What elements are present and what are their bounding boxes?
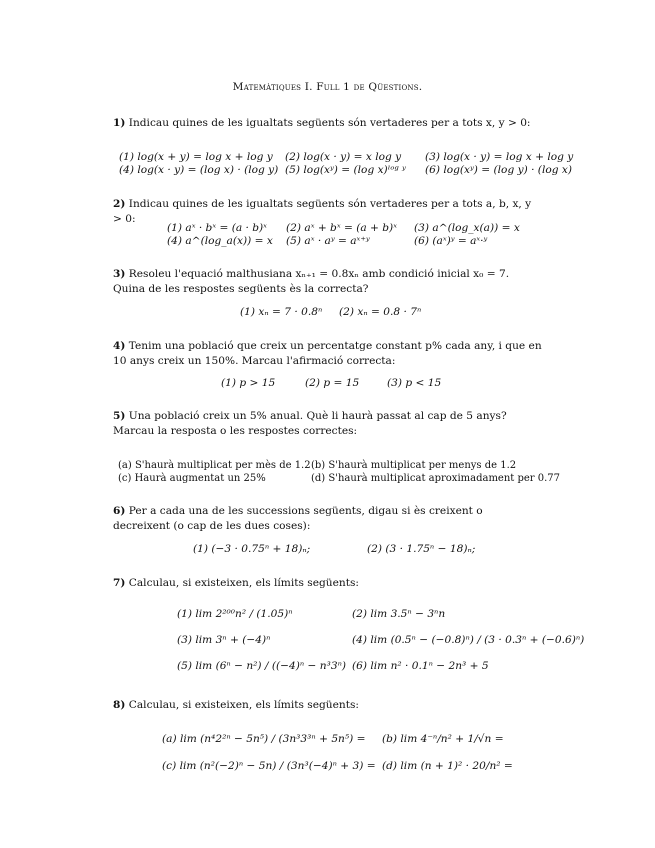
q4-option-3: (3) p < 15 xyxy=(387,377,442,389)
q6-option-2: (2) (3 · 1.75ⁿ − 18)ₙ; xyxy=(367,543,476,555)
q8-option-b: (b) lim 4⁻ⁿ/n² + 1/√n = xyxy=(382,733,504,745)
q1-option-4: (4) log(x · y) = (log x) · (log y) xyxy=(119,164,279,176)
question-8 xyxy=(113,698,543,713)
question-6 xyxy=(113,504,543,534)
question-text: Indicau quines de les igualtats següents són vertaderes per a tots x, y > 0: xyxy=(128,117,531,129)
q8-option-a: (a) lim (n⁴2²ⁿ − 5n⁵) / (3n³3³ⁿ + 5n⁵) = xyxy=(162,733,366,745)
question-text: Resoleu l'equació malthusiana xₙ₊₁ = 0.8xₙ amb condició inicial x₀ = 7. Quina de les respostes següents ès la correcta? xyxy=(113,268,510,295)
q7-option-3: (3) lim 3ⁿ + (−4)ⁿ xyxy=(177,634,271,646)
q7-option-5: (5) lim (6ⁿ − n²) / ((−4)ⁿ − n³3ⁿ) xyxy=(177,660,347,672)
question-number: 8) xyxy=(113,699,126,711)
q8-option-d: (d) lim (n + 1)² · 20/n² = xyxy=(382,760,513,772)
q5-option-c: (c) Haurà augmentat un 25% xyxy=(118,473,266,484)
question-4 xyxy=(113,339,543,369)
question-text: Tenim una població que creix un percentatge constant p% cada any, i que en 10 anys creix un 150%. Marcau l'afirmació correcta: xyxy=(113,340,542,367)
question-text: Indicau quines de les igualtats següents són vertaderes per a tots a, b, x, y > 0: xyxy=(113,198,532,225)
q7-option-1: (1) lim 2²⁰⁰n² / (1.05)ⁿ xyxy=(177,608,293,620)
q8-option-c: (c) lim (n²(−2)ⁿ − 5n) / (3n³(−4)ⁿ + 3) = xyxy=(162,760,376,772)
q5-option-b: (b) S'haurà multiplicat per menys de 1.2 xyxy=(311,460,517,471)
question-number: 3) xyxy=(113,268,126,280)
q6-option-1: (1) (−3 · 0.75ⁿ + 18)ₙ; xyxy=(193,543,311,555)
q4-option-2: (2) p = 15 xyxy=(305,377,360,389)
q2-option-2: (2) aˣ + bˣ = (a + b)ˣ xyxy=(286,222,397,234)
question-1 xyxy=(113,116,543,131)
q2-option-6: (6) (aˣ)ʸ = aˣ·ʸ xyxy=(414,235,488,247)
question-number: 2) xyxy=(113,198,126,210)
q3-option-1: (1) xₙ = 7 · 0.8ⁿ xyxy=(240,306,323,318)
q7-option-6: (6) lim n² · 0.1ⁿ − 2n³ + 5 xyxy=(352,660,489,672)
question-number: 5) xyxy=(113,410,126,422)
q4-option-1: (1) p > 15 xyxy=(221,377,276,389)
q1-option-5: (5) log(xʸ) = (log x)ˡᵒᵍ ʸ xyxy=(285,164,406,176)
question-number: 6) xyxy=(113,505,126,517)
q1-option-3: (3) log(x · y) = log x + log y xyxy=(425,151,574,163)
q2-option-5: (5) aˣ · aʸ = aˣ⁺ʸ xyxy=(286,235,370,247)
question-number: 1) xyxy=(113,117,126,129)
q2-option-4: (4) a^(log_a(x)) = x xyxy=(167,235,273,247)
q7-option-2: (2) lim 3.5ⁿ − 3ⁿn xyxy=(352,608,446,620)
q5-option-d: (d) S'haurà multiplicat aproximadament per 0.77 xyxy=(311,473,561,484)
q3-option-2: (2) xₙ = 0.8 · 7ⁿ xyxy=(339,306,422,318)
question-text: Per a cada una de les successions següents, digau si ès creixent o decreixent (o cap de les dues coses): xyxy=(113,505,483,532)
question-number: 4) xyxy=(113,340,126,352)
question-3 xyxy=(113,267,543,297)
q7-option-4: (4) lim (0.5ⁿ − (−0.8)ⁿ) / (3 · 0.3ⁿ + (−0.6)ⁿ) xyxy=(352,634,585,646)
q5-option-a: (a) S'haurà multiplicat per mès de 1.2 xyxy=(118,460,311,471)
question-number: 7) xyxy=(113,577,126,589)
question-text: Calculau, si existeixen, els límits següents: xyxy=(128,699,359,711)
q2-option-3: (3) a^(log_x(a)) = x xyxy=(414,222,520,234)
q1-option-2: (2) log(x · y) = x log y xyxy=(285,151,402,163)
question-5 xyxy=(113,409,543,439)
q2-option-1: (1) aˣ · bˣ = (a · b)ˣ xyxy=(167,222,267,234)
q1-option-1: (1) log(x + y) = log x + log y xyxy=(119,151,273,163)
question-text: Una població creix un 5% anual. Què li haurà passat al cap de 5 anys? Marcau la resposta o les respostes correctes: xyxy=(113,410,507,437)
q1-option-6: (6) log(xʸ) = (log y) · (log x) xyxy=(425,164,572,176)
page-title: Matemàtiques I. Full 1 de Qüestions. xyxy=(232,81,423,93)
question-7 xyxy=(113,576,543,591)
question-text: Calculau, si existeixen, els límits següents: xyxy=(128,577,359,589)
